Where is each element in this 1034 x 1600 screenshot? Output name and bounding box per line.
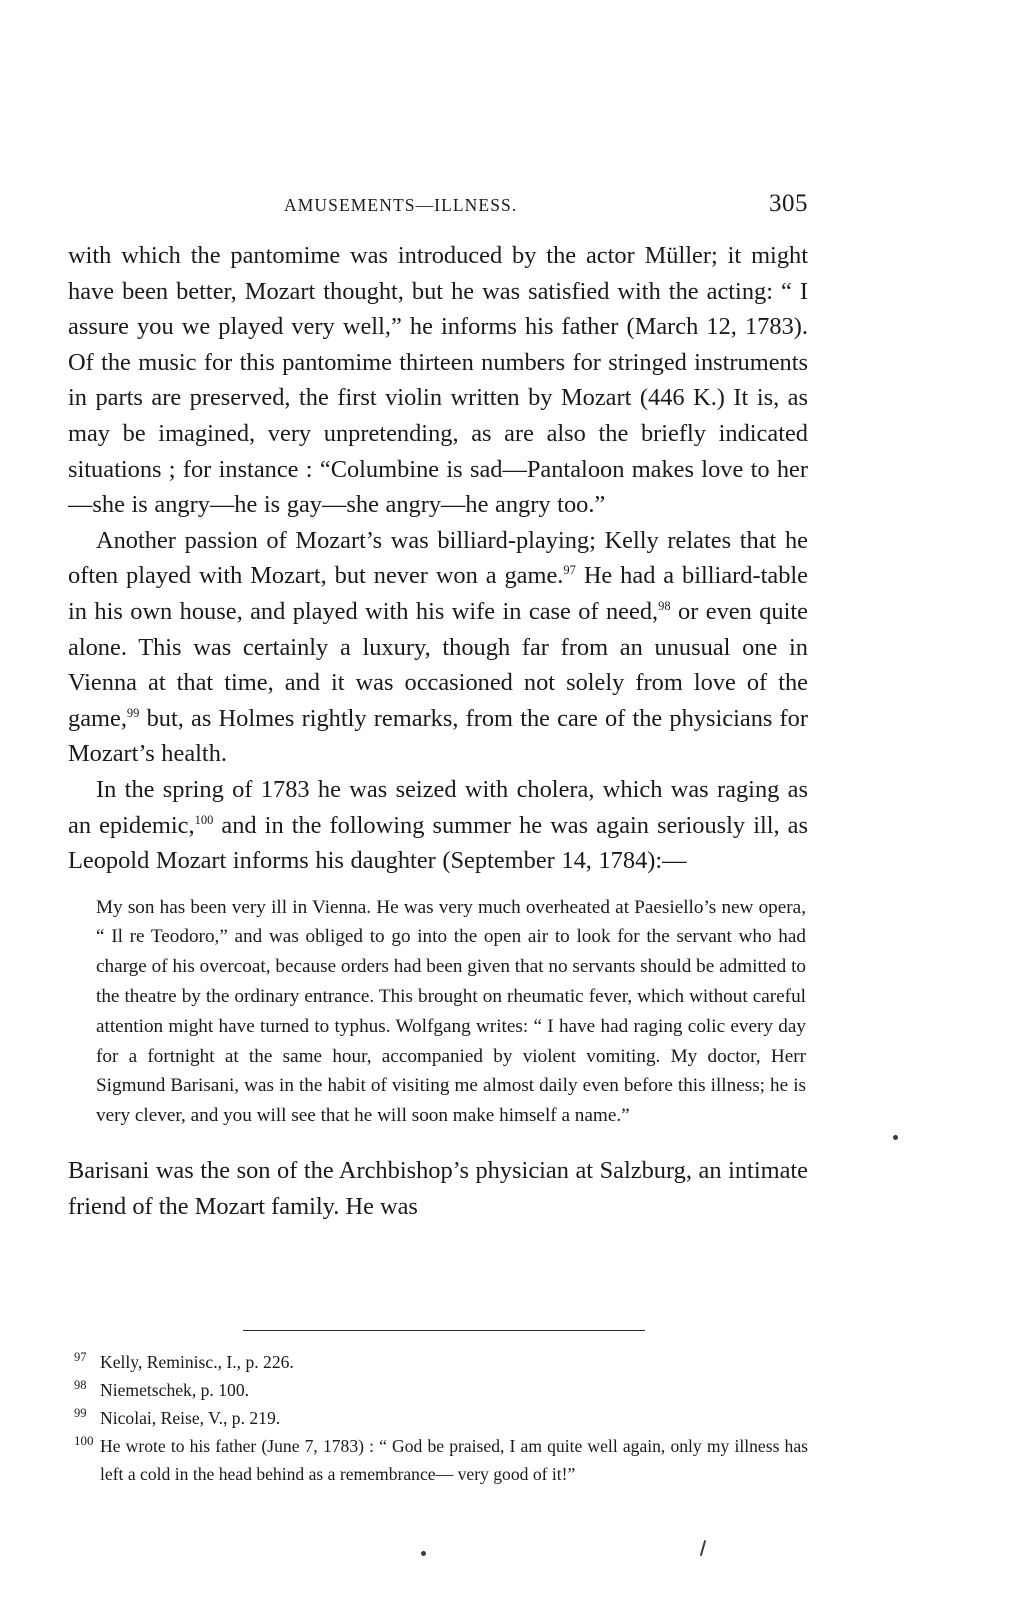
- paragraph-2-part-c: or even quite alone. This was certainly a luxury, though far from an unusual one in Vienna at that time, and it was occasioned not solely from love of the game,: [68, 597, 808, 732]
- page-number: 305: [769, 190, 808, 217]
- running-head-title: AMUSEMENTS—ILLNESS.: [284, 195, 518, 215]
- footnote-block: [68, 1348, 808, 1488]
- footnote-item: 98 Niemetschek, p. 100.: [74, 1378, 250, 1400]
- body-text-column: [68, 238, 808, 1224]
- footnote-item: 97 Kelly, Reminisc., I., p. 226.: [74, 1350, 294, 1372]
- paragraph-3-part-b: and in the following summer he was again seriously ill, as Leopold Mozart informs his daughter (September 14, 1784):—: [68, 811, 808, 875]
- footnote-ref-99[interactable]: 99: [126, 705, 140, 720]
- footnote-ref-98[interactable]: 98: [658, 598, 671, 613]
- scan-tick-mark: [700, 1540, 706, 1556]
- paragraph-2: [68, 523, 808, 772]
- paragraph-4: Barisani was the son of the Archbishop’s physician at Salzburg, an intimate friend of the Mozart family. He was: [68, 1157, 808, 1220]
- footnote-text: Nicolai, Reise, V., p. 219.: [100, 1408, 281, 1428]
- footnote-ref-97[interactable]: 97: [563, 563, 576, 578]
- scan-speck: [421, 1551, 426, 1556]
- footnote-ref-100[interactable]: 100: [194, 812, 214, 827]
- paragraph-3-part-a: In the spring of 1783 he was seized with cholera, which was raging as an epidemic,: [68, 775, 808, 839]
- scan-speck: [893, 1135, 898, 1140]
- footnote-item: 99 Nicolai, Reise, V., p. 219.: [74, 1406, 281, 1428]
- footnote-text: Niemetschek, p. 100.: [100, 1380, 250, 1400]
- running-header: [68, 190, 808, 218]
- footnote-item: 100 He wrote to his father (June 7, 1783) : “ God be praised, I am quite well again, only my illness has left a cold in the head behind as a remembrance— very good of it!”: [74, 1433, 808, 1484]
- paragraph-3: [68, 772, 808, 879]
- footnote-text: Kelly, Reminisc., I., p. 226.: [100, 1352, 294, 1372]
- paragraph-2-part-b: He had a billiard-table in his own house, and played with his wife in case of need,: [68, 562, 809, 625]
- footnote-text: He wrote to his father (June 7, 1783) : “ God be praised, I am quite well again, only my illness has left a cold in the head behind as a remembrance— very good of it!”: [100, 1436, 808, 1484]
- footnote-separator-rule: [243, 1330, 645, 1331]
- paragraph-1: with which the pantomime was introduced by the actor Müller; it might have been better, Mozart thought, but he was satisfied with the acting: “ I assure you we played very well,” he informs his father (March 12, 1783). Of the music for this pantomime thirteen numbers for stringed instruments in parts are preserved, the first violin written by Mozart (446 K.) It is, as may be imagined, very unpretending, as are also the briefly indicated situations ; for instance : “Columbine is sad—Pantaloon makes love to her—she is angry—he is gay—she angry—he angry too.”: [68, 242, 808, 519]
- paragraph-2-part-a: Another passion of Mozart’s was billiard-playing; Kelly relates that he often played with Mozart, but never won a game.: [68, 526, 808, 590]
- blockquote-letter: My son has been very ill in Vienna. He was very much overheated at Paesiello’s new opera, “ Il re Teodoro,” and was obliged to go into the open air to look for the servant who had charge of his overcoat, because orders had been given that no servants should be admitted to the theatre by the ordinary entrance. This brought on rheumatic fever, which without careful attention might have turned to typhus. Wolfgang writes: “ I have had raging colic every day for a fortnight at the same hour, accompanied by violent vomiting. My doctor, Herr Sigmund Barisani, was in the habit of visiting me almost daily even before this illness; he is very clever, and you will see that he will soon make himself a name.”: [96, 896, 806, 1127]
- paragraph-2-part-d: but, as Holmes rightly remarks, from the care of the physicians for Mozart’s health.: [68, 704, 808, 768]
